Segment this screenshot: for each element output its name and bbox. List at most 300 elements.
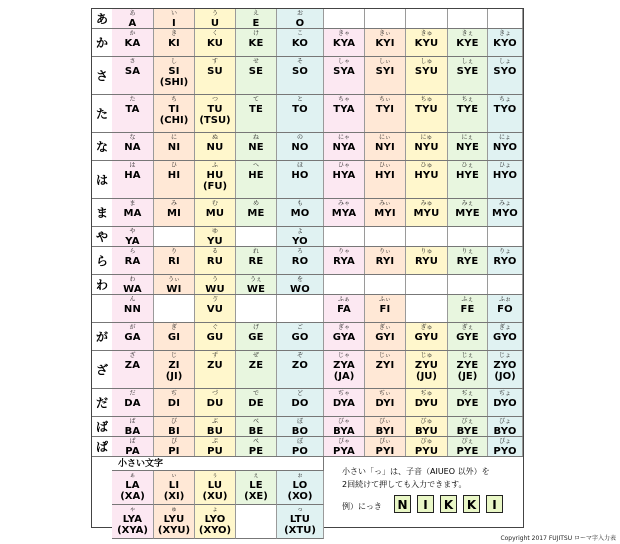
kana-label: ゆ <box>211 228 218 235</box>
romaji-label: SU <box>207 66 223 77</box>
row-label: は <box>92 161 113 198</box>
kana-label: ぢ <box>170 390 177 397</box>
table-row <box>92 227 523 247</box>
table-row <box>92 247 523 275</box>
small-key-cell <box>112 505 154 539</box>
key-cell <box>406 57 448 94</box>
empty-cell <box>448 275 488 294</box>
romaji-label: HYO <box>492 170 518 181</box>
key-cell <box>365 323 406 350</box>
romaji-label: BYE <box>456 426 479 437</box>
kana-label: ほ <box>296 162 303 169</box>
alt-romaji-label: (XYU) <box>157 525 191 536</box>
empty-cell <box>488 275 523 294</box>
romaji-label: KYI <box>375 38 395 49</box>
empty-cell <box>365 227 406 246</box>
romaji-label: WO <box>290 284 310 295</box>
kana-label: で <box>252 390 259 397</box>
romaji-label: YA <box>125 236 140 247</box>
romaji-label: LA <box>125 480 140 491</box>
alt-romaji-label: (SHI) <box>159 77 189 88</box>
romaji-label: KA <box>124 38 141 49</box>
key-cell <box>365 351 406 388</box>
alt-romaji-label: (CHI) <box>159 115 189 126</box>
romaji-label: DU <box>206 398 224 409</box>
kana-label: ふ <box>211 162 218 169</box>
kana-label: にゃ <box>338 134 350 141</box>
romaji-label: DYU <box>414 398 439 409</box>
key-cell <box>277 437 324 456</box>
kana-label: ぴゃ <box>337 438 350 445</box>
romaji-label: BI <box>168 426 180 437</box>
key-cell <box>154 57 195 94</box>
romaji-label: NYI <box>375 142 395 153</box>
romaji-label: BU <box>206 426 224 437</box>
romaji-label: FA <box>337 304 351 315</box>
kana-label: しゃ <box>337 58 350 65</box>
kana-label: ぴ <box>170 438 177 445</box>
key-cell <box>488 295 523 322</box>
key-cell <box>112 389 154 416</box>
table-row <box>92 437 523 457</box>
kana-label: せ <box>252 58 259 65</box>
romaji-label: HA <box>124 170 141 181</box>
romaji-label: GYA <box>332 332 356 343</box>
kana-label: わ <box>129 276 136 283</box>
key-cell <box>236 57 277 94</box>
key-cell <box>195 161 236 198</box>
key-cell <box>448 295 488 322</box>
key-cell <box>277 323 324 350</box>
key-cell <box>112 247 154 274</box>
romaji-label: A <box>128 18 137 29</box>
romaji-label: BYU <box>414 426 439 437</box>
key-cell <box>488 389 523 416</box>
romaji-label: FE <box>460 304 475 315</box>
key-cell <box>195 29 236 56</box>
key-cell <box>406 389 448 416</box>
romaji-label: TA <box>125 104 140 115</box>
key-cell <box>195 199 236 226</box>
romaji-label: MA <box>123 208 142 219</box>
alt-romaji-label: (JO) <box>494 371 516 382</box>
kana-label: ろ <box>296 248 303 255</box>
kana-label: ゃ <box>129 506 136 513</box>
romaji-label: TU <box>207 104 223 115</box>
kana-label: ぎ <box>170 324 177 331</box>
romaji-label: MYA <box>331 208 357 219</box>
key-cell <box>406 437 448 456</box>
kana-label: ぽ <box>296 438 303 445</box>
key-cell <box>448 133 488 160</box>
romaji-label: ZO <box>291 360 309 371</box>
small-key-cell <box>195 471 236 505</box>
kana-label: ひぇ <box>461 162 474 169</box>
kana-label: びょ <box>498 418 511 425</box>
key-cell <box>195 295 236 322</box>
kana-label: じゅ <box>420 352 433 359</box>
key-cell <box>154 29 195 56</box>
small-key-cell <box>154 505 195 539</box>
key-cell <box>488 57 523 94</box>
romaji-label: HO <box>291 170 309 181</box>
key-cell <box>365 417 406 436</box>
alt-romaji-label: (XI) <box>163 491 185 502</box>
romaji-label: NE <box>248 142 264 153</box>
empty-cell <box>406 227 448 246</box>
alt-romaji-label: (XU) <box>202 491 228 502</box>
key-cell <box>236 29 277 56</box>
romaji-label: RYA <box>333 256 355 267</box>
kana-label: ぅ <box>211 472 218 479</box>
key-cell <box>277 351 324 388</box>
kana-label: ゅ <box>170 506 177 513</box>
romaji-label: LU <box>207 480 223 491</box>
kana-label: ぞ <box>296 352 303 359</box>
kana-label: だ <box>129 390 136 397</box>
kana-label: ら <box>129 248 136 255</box>
romaji-label: MYI <box>374 208 396 219</box>
key-cell <box>488 323 523 350</box>
kana-label: う <box>211 276 218 283</box>
kana-label: きぇ <box>461 30 474 37</box>
kana-label: く <box>211 30 218 37</box>
key-cell <box>488 95 523 132</box>
kana-label: け <box>252 30 259 37</box>
romaji-label: WI <box>166 284 182 295</box>
key-cell <box>324 323 365 350</box>
key-cell <box>488 351 523 388</box>
kana-label: りゃ <box>337 248 350 255</box>
romaji-label: NYO <box>492 142 518 153</box>
kana-label: ぎゃ <box>337 324 350 331</box>
romaji-label: RYU <box>414 256 439 267</box>
key-cell <box>195 247 236 274</box>
empty-cell <box>277 295 324 322</box>
kana-label: ま <box>129 200 136 207</box>
kana-label: っ <box>296 506 303 513</box>
table-row <box>92 389 523 417</box>
kana-label: ぉ <box>296 472 303 479</box>
kana-label: ぢゅ <box>420 390 433 397</box>
romaji-label: KYA <box>332 38 356 49</box>
key-cell <box>236 133 277 160</box>
key-cell <box>365 161 406 198</box>
kana-label: そ <box>296 58 303 65</box>
key-cell <box>195 95 236 132</box>
romaji-label: GYI <box>375 332 395 343</box>
key-cell <box>448 351 488 388</box>
key-cell <box>448 247 488 274</box>
kana-label: じぇ <box>461 352 474 359</box>
kana-label: ぼ <box>296 418 303 425</box>
empty-cell <box>365 275 406 294</box>
alt-romaji-label: (JE) <box>457 371 478 382</box>
romaji-label: NI <box>167 142 181 153</box>
kana-label: ぎぇ <box>461 324 474 331</box>
romaji-label: BO <box>291 426 309 437</box>
key-cell <box>448 161 488 198</box>
romaji-label: NYE <box>455 142 480 153</box>
kana-label: ぺ <box>252 438 259 445</box>
example-key-i: I <box>486 495 503 513</box>
key-cell <box>406 351 448 388</box>
kana-label: あ <box>129 10 136 17</box>
key-cell <box>448 323 488 350</box>
key-cell <box>324 437 365 456</box>
kana-label: ぴぃ <box>378 438 391 445</box>
example-key-n: N <box>394 495 411 513</box>
key-cell <box>324 161 365 198</box>
note-line: 小さい「っ」は、子音（AIUEO 以外）を <box>342 467 490 476</box>
kana-label: ちぇ <box>461 96 474 103</box>
kana-label: みぃ <box>379 200 391 207</box>
kana-label: ぁ <box>129 472 136 479</box>
kana-label: ず <box>211 352 218 359</box>
romaji-label: E <box>252 18 260 29</box>
romaji-label: KU <box>206 38 224 49</box>
romaji-label: MYU <box>413 208 440 219</box>
row-label: か <box>92 29 113 56</box>
romaji-label: KI <box>168 38 180 49</box>
romaji-label: LYU <box>163 514 185 525</box>
table-row <box>92 199 523 227</box>
key-cell <box>277 389 324 416</box>
row-label: だ <box>92 389 113 416</box>
empty-cell <box>324 227 365 246</box>
kana-label: ぴぇ <box>461 438 474 445</box>
kana-label: ひぃ <box>378 162 391 169</box>
key-cell <box>406 247 448 274</box>
kana-label: みぇ <box>461 200 474 207</box>
kana-label: い <box>170 10 177 17</box>
example-key-k: K <box>440 495 457 513</box>
table-row <box>92 295 523 323</box>
small-characters-section <box>112 457 324 536</box>
table-row <box>92 29 523 57</box>
kana-label: ひゅ <box>420 162 433 169</box>
romaji-label: YU <box>207 236 223 247</box>
kana-label: きゃ <box>337 30 350 37</box>
empty-cell <box>488 227 523 246</box>
romaji-label: LI <box>168 480 180 491</box>
key-cell <box>277 133 324 160</box>
romaji-label: HYA <box>332 170 356 181</box>
key-cell <box>277 161 324 198</box>
kana-label: にゅ <box>420 134 433 141</box>
romaji-label: LYA <box>122 514 143 525</box>
romaji-label: NYU <box>414 142 439 153</box>
romaji-label: GE <box>248 332 264 343</box>
romaji-label: HYE <box>455 170 480 181</box>
key-cell <box>236 437 277 456</box>
kana-label: て <box>252 96 259 103</box>
kana-label: びぃ <box>378 418 391 425</box>
key-cell <box>195 351 236 388</box>
kana-label: き <box>170 30 177 37</box>
romaji-label: HYU <box>414 170 439 181</box>
romaji-label: RYI <box>375 256 395 267</box>
example-key-k: K <box>463 495 480 513</box>
kana-label: にぇ <box>461 134 474 141</box>
romaji-label: LYO <box>204 514 226 525</box>
empty-cell <box>488 9 523 28</box>
kana-label: びゅ <box>420 418 433 425</box>
alt-romaji-label: (TSU) <box>199 115 231 126</box>
row-label: ら <box>92 247 113 274</box>
kana-label: じゃ <box>337 352 350 359</box>
romaji-label: GI <box>167 332 181 343</box>
kana-label: にぃ <box>379 134 391 141</box>
kana-label: りぇ <box>461 248 474 255</box>
kana-label: にょ <box>499 134 511 141</box>
romaji-label: TYA <box>333 104 355 115</box>
key-cell <box>236 247 277 274</box>
romaji-label: BYO <box>493 426 517 437</box>
romaji-label: LE <box>249 480 263 491</box>
row-label: た <box>92 95 113 132</box>
kana-label: た <box>129 96 136 103</box>
romaji-label: ME <box>247 208 265 219</box>
key-cell <box>488 417 523 436</box>
kana-label: に <box>170 134 177 141</box>
kana-label: ぶ <box>211 418 218 425</box>
romaji-label: GU <box>206 332 224 343</box>
kana-label: ぢゃ <box>337 390 350 397</box>
empty-cell <box>154 227 195 246</box>
kana-label: も <box>296 200 303 207</box>
kana-label: ぇ <box>252 472 259 479</box>
kana-label: ぃ <box>170 472 177 479</box>
romaji-label: MYO <box>492 208 518 219</box>
key-cell <box>112 133 154 160</box>
kana-label: ちゃ <box>337 96 350 103</box>
kana-label: しょ <box>498 58 511 65</box>
key-cell <box>195 437 236 456</box>
kana-label: ぢぃ <box>378 390 391 397</box>
romaji-label: TYU <box>415 104 438 115</box>
kana-label: りぃ <box>378 248 391 255</box>
empty-cell <box>406 275 448 294</box>
key-cell <box>154 95 195 132</box>
kana-label: ぎゅ <box>420 324 433 331</box>
romaji-label: PYU <box>414 446 439 457</box>
example-label: 例）にっき <box>342 502 382 511</box>
key-cell <box>236 351 277 388</box>
table-row <box>92 57 523 95</box>
row-label: さ <box>92 57 113 94</box>
romaji-label: HU <box>206 170 224 181</box>
kana-label: ち <box>170 96 177 103</box>
alt-romaji-label: (XA) <box>120 491 145 502</box>
key-cell <box>112 29 154 56</box>
kana-label: が <box>129 324 136 331</box>
romaji-label: BE <box>248 426 264 437</box>
table-row <box>92 9 523 29</box>
kana-label: ぎょ <box>498 324 511 331</box>
empty-cell <box>365 9 406 28</box>
kana-label: び <box>170 418 177 425</box>
kana-label: し <box>170 58 177 65</box>
key-cell <box>406 161 448 198</box>
key-cell <box>488 29 523 56</box>
romaji-label: PU <box>207 446 223 457</box>
kana-label: の <box>296 134 303 141</box>
key-cell <box>448 95 488 132</box>
romaji-label: SI <box>168 66 180 77</box>
empty-cell <box>236 295 277 322</box>
romaji-label: BA <box>124 426 141 437</box>
romaji-label: MO <box>290 208 310 219</box>
key-cell <box>324 199 365 226</box>
kana-label: れ <box>252 248 259 255</box>
key-cell <box>112 437 154 456</box>
romaji-label: SYO <box>493 66 517 77</box>
kana-label: ひ <box>170 162 177 169</box>
key-cell <box>448 417 488 436</box>
key-cell <box>236 417 277 436</box>
key-cell <box>277 417 324 436</box>
romaji-label: RA <box>124 256 141 267</box>
key-cell <box>112 9 154 28</box>
kana-label: ぢょ <box>498 390 511 397</box>
romaji-label: NYA <box>332 142 356 153</box>
key-cell <box>112 417 154 436</box>
romaji-label: TYI <box>375 104 395 115</box>
alt-romaji-label: (XYA) <box>117 525 148 536</box>
romaji-label: DA <box>124 398 141 409</box>
kana-label: へ <box>252 162 259 169</box>
example-key-i: I <box>417 495 434 513</box>
romaji-label: NU <box>206 142 224 153</box>
romaji-label: PI <box>168 446 180 457</box>
romaji-label: RU <box>206 256 224 267</box>
key-cell <box>365 95 406 132</box>
key-cell <box>154 437 195 456</box>
key-cell <box>448 389 488 416</box>
key-cell <box>324 133 365 160</box>
empty-cell <box>406 9 448 28</box>
key-cell <box>195 389 236 416</box>
romaji-label: ZYE <box>456 360 479 371</box>
kana-label: は <box>129 162 136 169</box>
key-cell <box>154 199 195 226</box>
romaji-label: ZE <box>248 360 264 371</box>
empty-cell <box>236 505 277 539</box>
romaji-label: RYE <box>456 256 479 267</box>
empty-cell <box>236 227 277 246</box>
kana-label: みゅ <box>420 200 433 207</box>
key-cell <box>154 389 195 416</box>
key-cell <box>365 437 406 456</box>
romaji-label: LTU <box>289 514 311 525</box>
kana-label: を <box>296 276 303 283</box>
key-cell <box>112 199 154 226</box>
row-label <box>92 295 113 322</box>
small-key-cell <box>277 505 324 539</box>
key-cell <box>406 29 448 56</box>
kana-label: な <box>129 134 136 141</box>
kana-label: きゅ <box>420 30 433 37</box>
key-cell <box>324 95 365 132</box>
kana-label: ご <box>296 324 303 331</box>
empty-cell <box>448 9 488 28</box>
key-cell <box>406 95 448 132</box>
key-cell <box>277 57 324 94</box>
key-cell <box>365 295 406 322</box>
romaji-label: DYA <box>332 398 356 409</box>
romaji-label: KYO <box>493 38 517 49</box>
